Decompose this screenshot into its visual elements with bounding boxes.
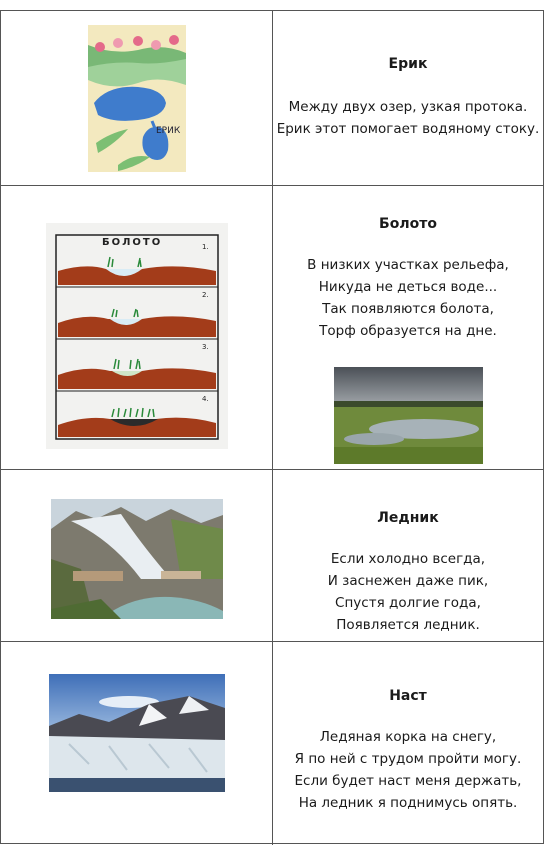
poem-line: И заснежен даже пик, bbox=[327, 573, 489, 589]
erik-label: ЕРИК bbox=[156, 126, 181, 136]
erik-title: Ерик bbox=[388, 56, 428, 72]
row-nast bbox=[1, 642, 543, 845]
poem-line: Никуда не деться воде... bbox=[318, 279, 498, 295]
lednik-poem bbox=[273, 548, 543, 636]
row-lednik bbox=[1, 470, 543, 642]
boloto-drawing bbox=[46, 223, 228, 449]
poem-line: Я по ней с трудом пройти могу. bbox=[294, 751, 522, 767]
stage-number: 2. bbox=[202, 291, 209, 299]
nast-poem bbox=[273, 726, 543, 814]
poem-line: Между двух озер, узкая протока. bbox=[288, 99, 528, 115]
poem-line: Если холодно всегда, bbox=[330, 551, 486, 567]
stage-number: 4. bbox=[202, 395, 209, 403]
boloto-title: Болото bbox=[379, 216, 437, 232]
poem-line: На ледник я поднимусь опять. bbox=[298, 795, 518, 811]
poem-line: Торф образуется на дне. bbox=[319, 323, 497, 339]
glacier-photo bbox=[51, 499, 223, 619]
poem-line: Спустя долгие года, bbox=[335, 595, 481, 611]
stage-number: 1. bbox=[202, 243, 209, 251]
poem-line: Появляется ледник. bbox=[336, 617, 480, 633]
row-erik bbox=[1, 11, 543, 186]
poem-line: Так появляются болота, bbox=[322, 301, 494, 317]
erik-poem bbox=[273, 96, 543, 140]
worksheet-table bbox=[0, 10, 544, 844]
poem-line: Если будет наст меня держать, bbox=[294, 773, 522, 789]
erik-drawing bbox=[88, 25, 186, 172]
nast-title: Наст bbox=[389, 688, 427, 704]
poem-line: Ерик этот помогает водяному стоку. bbox=[276, 121, 540, 137]
boloto-drawing-title: БОЛОТО bbox=[102, 237, 163, 248]
row-boloto bbox=[1, 186, 543, 470]
poem-line: В низких участках рельефа, bbox=[307, 257, 509, 273]
swamp-photo bbox=[334, 367, 483, 464]
lednik-title: Ледник bbox=[377, 510, 439, 526]
lednik-text-cell bbox=[273, 470, 543, 641]
stage-number: 3. bbox=[202, 343, 209, 351]
poem-line: Ледяная корка на снегу, bbox=[319, 729, 497, 745]
boloto-poem bbox=[273, 254, 543, 342]
nast-text-cell bbox=[273, 642, 543, 845]
nast-photo bbox=[49, 674, 225, 792]
erik-text-cell bbox=[273, 11, 543, 185]
